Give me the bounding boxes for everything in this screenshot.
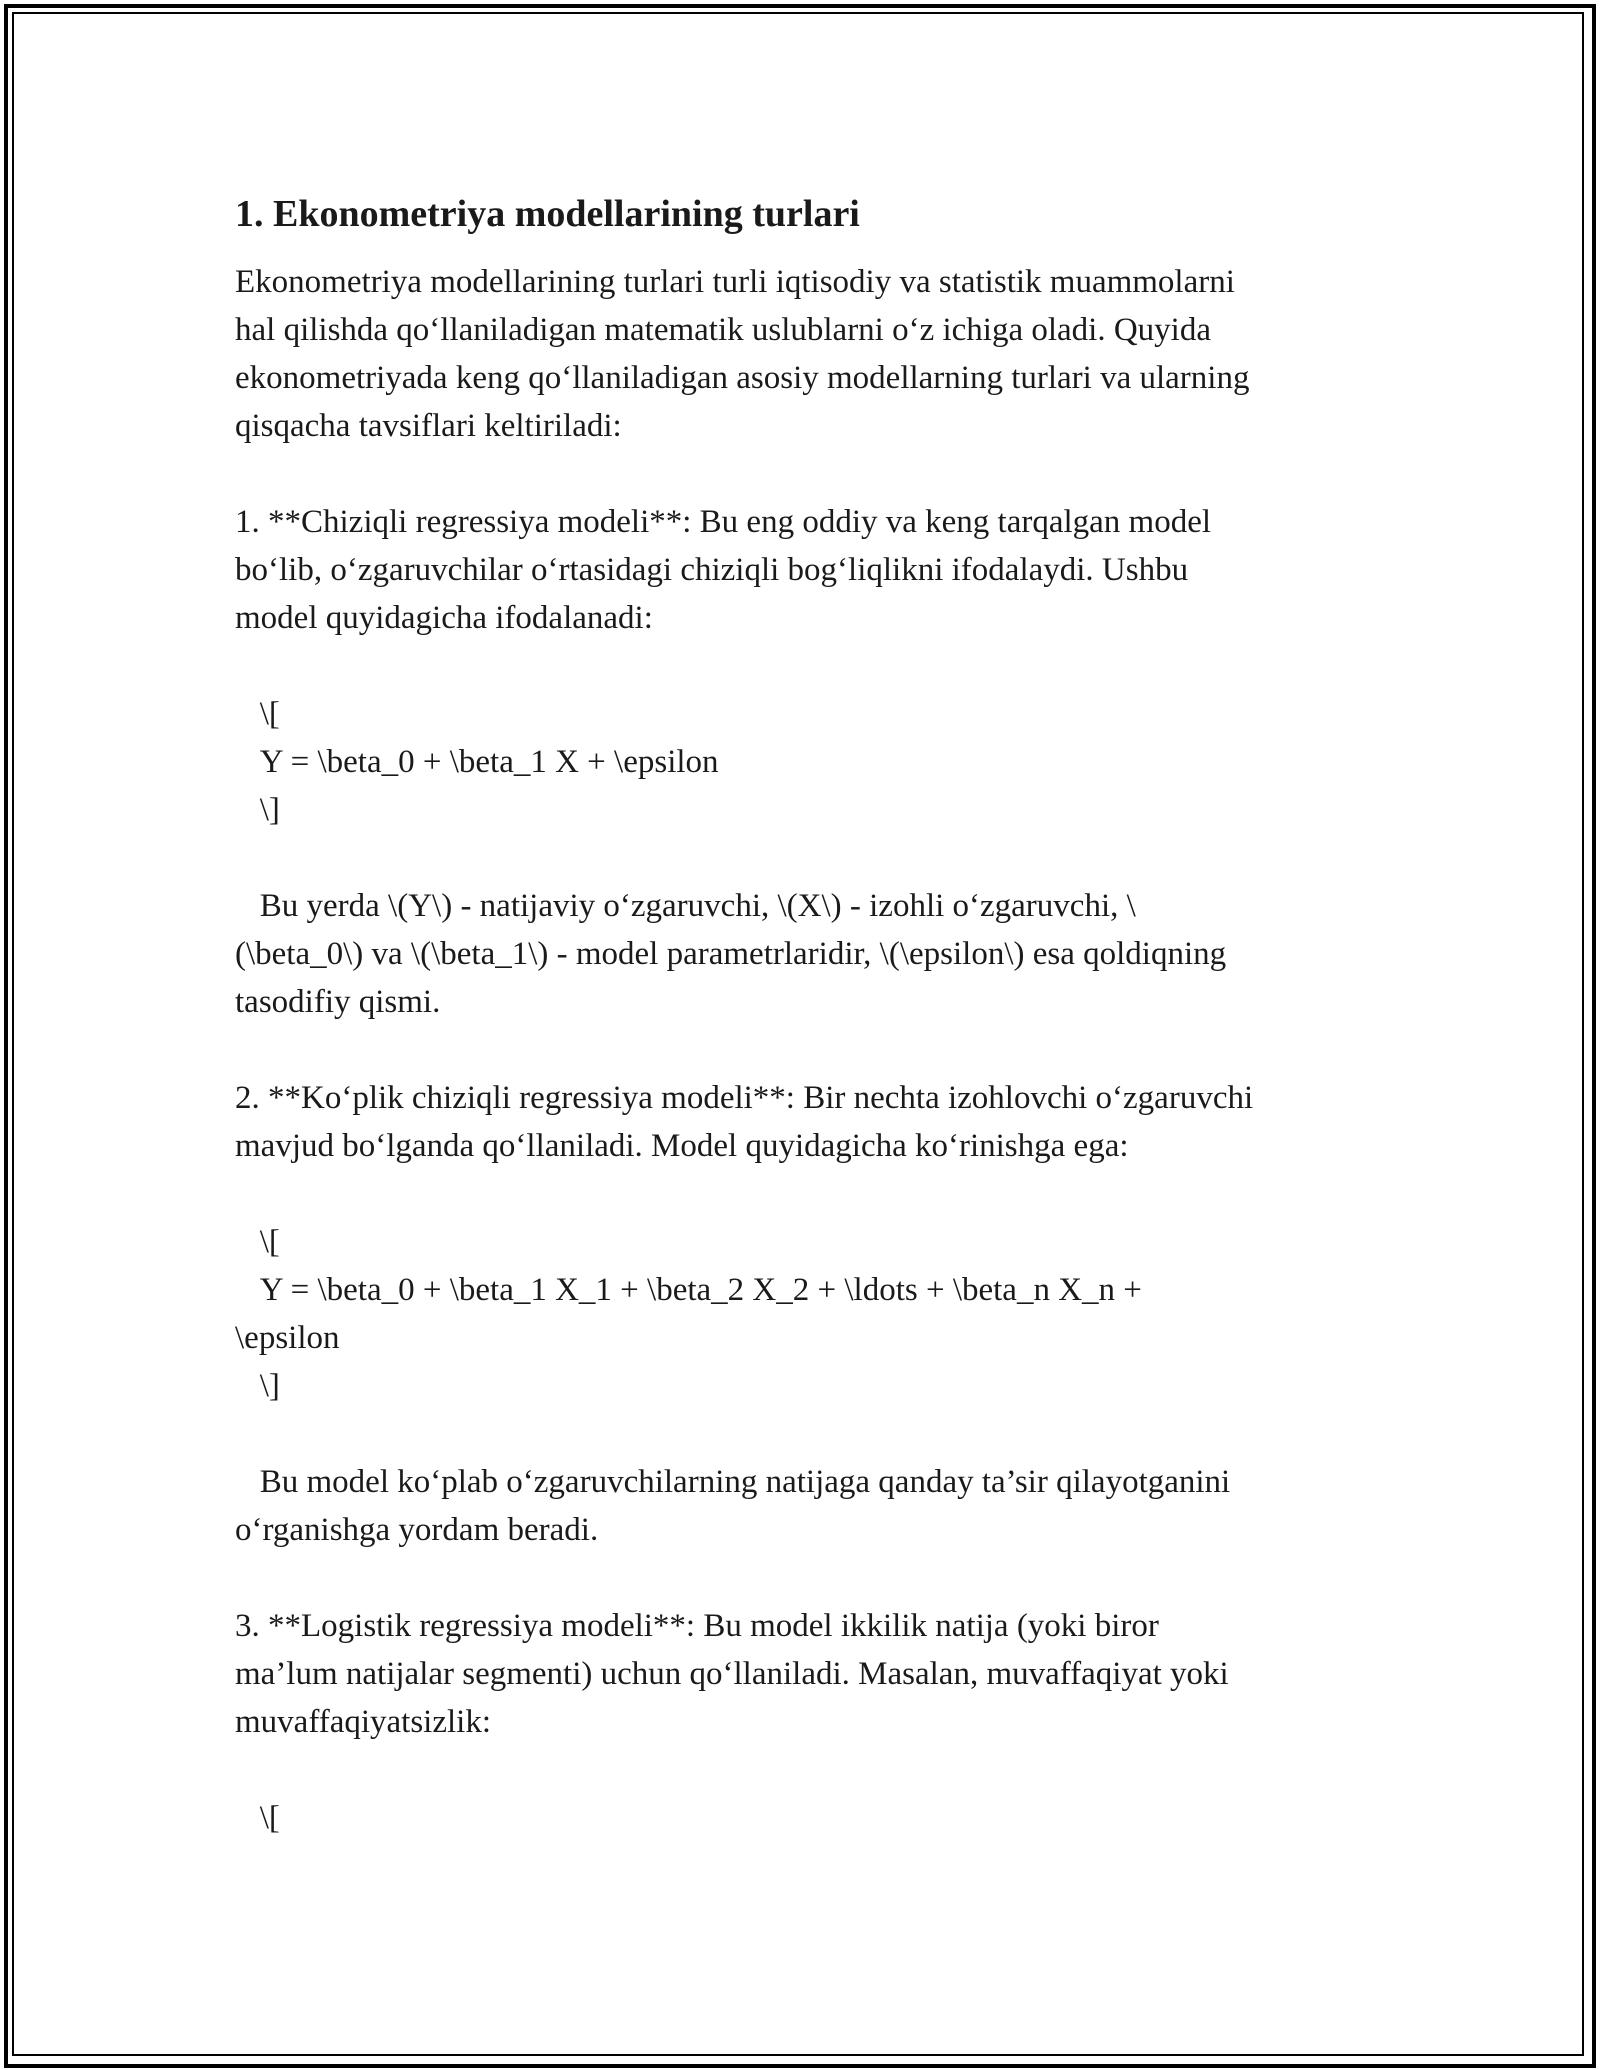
spacer: [235, 1746, 1375, 1794]
item-2-paragraph: 2. **Ko‘plik chiziqli regressiya modeli**: Bir nechta izohlovchi o‘zgaruvchi mavjud bo‘lganda qo‘llaniladi. Model quyidagicha ko‘rinishga ega:: [235, 1080, 1254, 1164]
item-1-formula: \[ Y = \beta_0 + \beta_1 X + \epsilon \]: [259, 696, 719, 828]
spacer: [235, 1170, 1375, 1218]
item-3-formula: \[: [235, 1800, 280, 1836]
section-heading: 1. Ekonometriya modellarining turlari: [235, 193, 860, 235]
item-1-paragraph: 1. **Chiziqli regressiya modeli**: Bu eng oddiy va keng tarqalgan model bo‘lib, o‘zgaruvchilar o‘rtasidagi chiziqli bog‘liqlikni ifodalaydi. Ushbu model quyidagicha ifodalanadi:: [235, 504, 1212, 636]
spacer: [235, 642, 1375, 690]
spacer: [235, 1410, 1375, 1458]
intro-paragraph: Ekonometriya modellarining turlari turli iqtisodiy va statistik muammolarni hal qilishda qo‘llaniladigan matematik uslublarni o‘z ichiga oladi. Quyida ekonometriyada keng qo‘llaniladigan asosiy modellarning turlari va ularning qisqacha tavsiflari keltiriladi:: [235, 264, 1250, 444]
item-3-paragraph: 3. **Logistik regressiya modeli**: Bu model ikkilik natija (yoki biror ma’lum natijalar segmenti) uchun qo‘llaniladi. Masalan, muvaffaqiyat yoki muvaffaqiyatsizlik:: [235, 1608, 1229, 1740]
spacer: [235, 1554, 1375, 1602]
spacer: [235, 1026, 1375, 1074]
item-2-formula: \[ Y = \beta_0 + \beta_1 X_1 + \beta_2 X_2 + \ldots + \beta_n X_n + \epsilon \]: [235, 1224, 1142, 1404]
item-1-note: Bu yerda \(Y\) - natijaviy o‘zgaruvchi, \(X\) - izohli o‘zgaruvchi, \ (\beta_0\) va \(\beta_1\) - model parametrlaridir, \(\epsilon\) esa qoldiqning tasodifiy qismi.: [235, 888, 1227, 1020]
spacer: [235, 450, 1375, 498]
item-2-note: Bu model ko‘plab o‘zgaruvchilarning natijaga qanday ta’sir qilayotganini o‘rganishga yordam beradi.: [235, 1464, 1231, 1548]
document-body: [235, 190, 1375, 1842]
spacer: [235, 834, 1375, 882]
